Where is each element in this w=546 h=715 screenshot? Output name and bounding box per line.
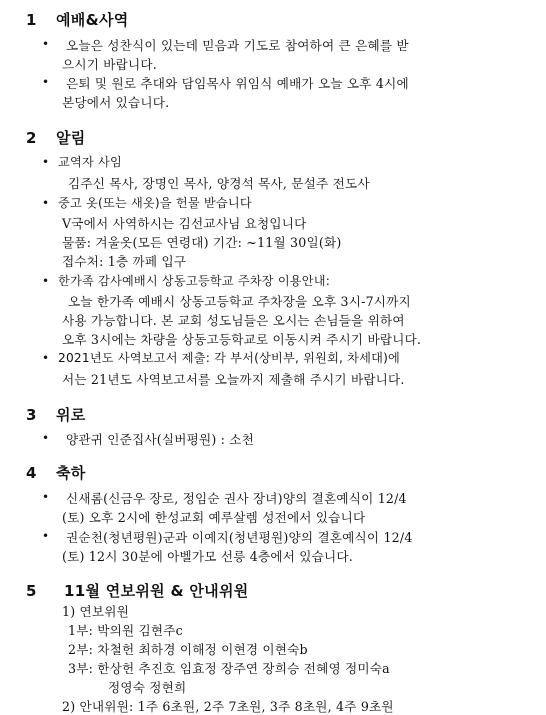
text-line: 1) 연보위원 [62,604,129,619]
text-line: 1부: 박의원 김현주c [68,623,183,638]
bullet-marker: • [42,274,50,288]
section-heading-volunteers [26,580,249,601]
section-title: 위로 [56,406,86,424]
section-number: 2 [26,129,37,147]
bullet-marker: • [42,196,50,210]
text-line: (토) 12시 30분에 아벨가모 선릉 4층에서 있습니다. [62,549,353,564]
section-number: 3 [26,406,37,424]
bullet-marker: • [42,155,50,169]
text-line: 양관귀 인준집사(실버평원) : 소천 [66,432,255,447]
section-heading-condolence [26,404,86,425]
text-line: 오늘은 성찬식이 있는데 믿음과 기도로 참여하여 큰 은혜를 받 [66,38,409,53]
text-line: 한가족 감사예배시 상동고등학교 주차장 이용안내: [58,274,331,288]
bullet-marker: • [42,351,50,365]
section-number: 1 [26,11,37,29]
section-number: 5 [26,582,37,600]
section-heading-notices [26,127,86,148]
bullet-marker: • [42,529,50,543]
text-line: 2021년도 사역보고서 제출: 각 부서(상비부, 위원회, 차세대)에 [58,351,401,365]
section-heading-worship [26,9,129,30]
section-title: 11월 연보위원 & 안내위원 [64,582,249,600]
text-line: 물품: 겨울옷(모든 연령대) 기간: ~11월 30일(화) [62,235,342,250]
bullet-marker: • [42,75,50,89]
text-line: 2부: 차철헌 최하경 이해정 이현경 이현숙b [68,642,308,657]
text-line: 오후 3시에는 차량을 상동고등학교로 이동시켜 주시기 바랍니다. [62,332,422,347]
section-title: 예배&사역 [56,11,129,29]
text-line: 신새롬(신금우 장로, 정임순 권사 장녀)양의 결혼예식이 12/4 [66,491,407,506]
text-line: 접수처: 1층 까페 입구 [62,254,187,269]
text-line: 정영숙 정현희 [108,680,187,695]
text-line: 3부: 한상헌 추진호 임효정 장주연 장희승 전혜영 정미숙a [68,661,390,676]
text-line: 2) 안내위원: 1주 6초원, 2주 7초원, 3주 8초원, 4주 9초원 [62,699,394,714]
text-line: 교역자 사임 [58,155,122,169]
text-line: 본당에서 있습니다. [62,95,170,110]
text-line: 사용 가능합니다. 본 교회 성도님들은 오시는 손님들을 위하여 [62,313,405,328]
section-heading-congratulations [26,462,86,483]
text-line: V국에서 사역하시는 김선교사님 요청입니다 [62,216,307,231]
text-line: 오늘 한가족 예배시 상동고등학교 주차장을 오후 3시-7시까지 [68,294,411,309]
text-line: 권순천(청년평원)군과 이예지(청년평원)양의 결혼예식이 12/4 [66,530,413,545]
text-line: 김주신 목사, 장명인 목사, 양경석 목사, 문설주 전도사 [68,176,370,191]
text-line: 서는 21년도 사역보고서를 오늘까지 제출해 주시기 바랍니다. [62,372,405,387]
text-line: (토) 오후 2시에 한성교회 예루살렘 성전에서 있습니다 [62,510,366,525]
section-title: 축하 [56,464,86,482]
section-title: 알림 [56,129,86,147]
bullet-marker: • [42,37,50,51]
section-number: 4 [26,464,37,482]
bullet-marker: • [42,431,50,445]
text-line: 으시기 바랍니다. [62,57,157,72]
text-line: 중고 옷(또는 새옷)을 헌물 받습니다 [58,196,252,210]
bullet-marker: • [42,490,50,504]
text-line: 은퇴 및 원로 추대와 담임목사 위임식 예배가 오늘 오후 4시에 [66,76,409,91]
